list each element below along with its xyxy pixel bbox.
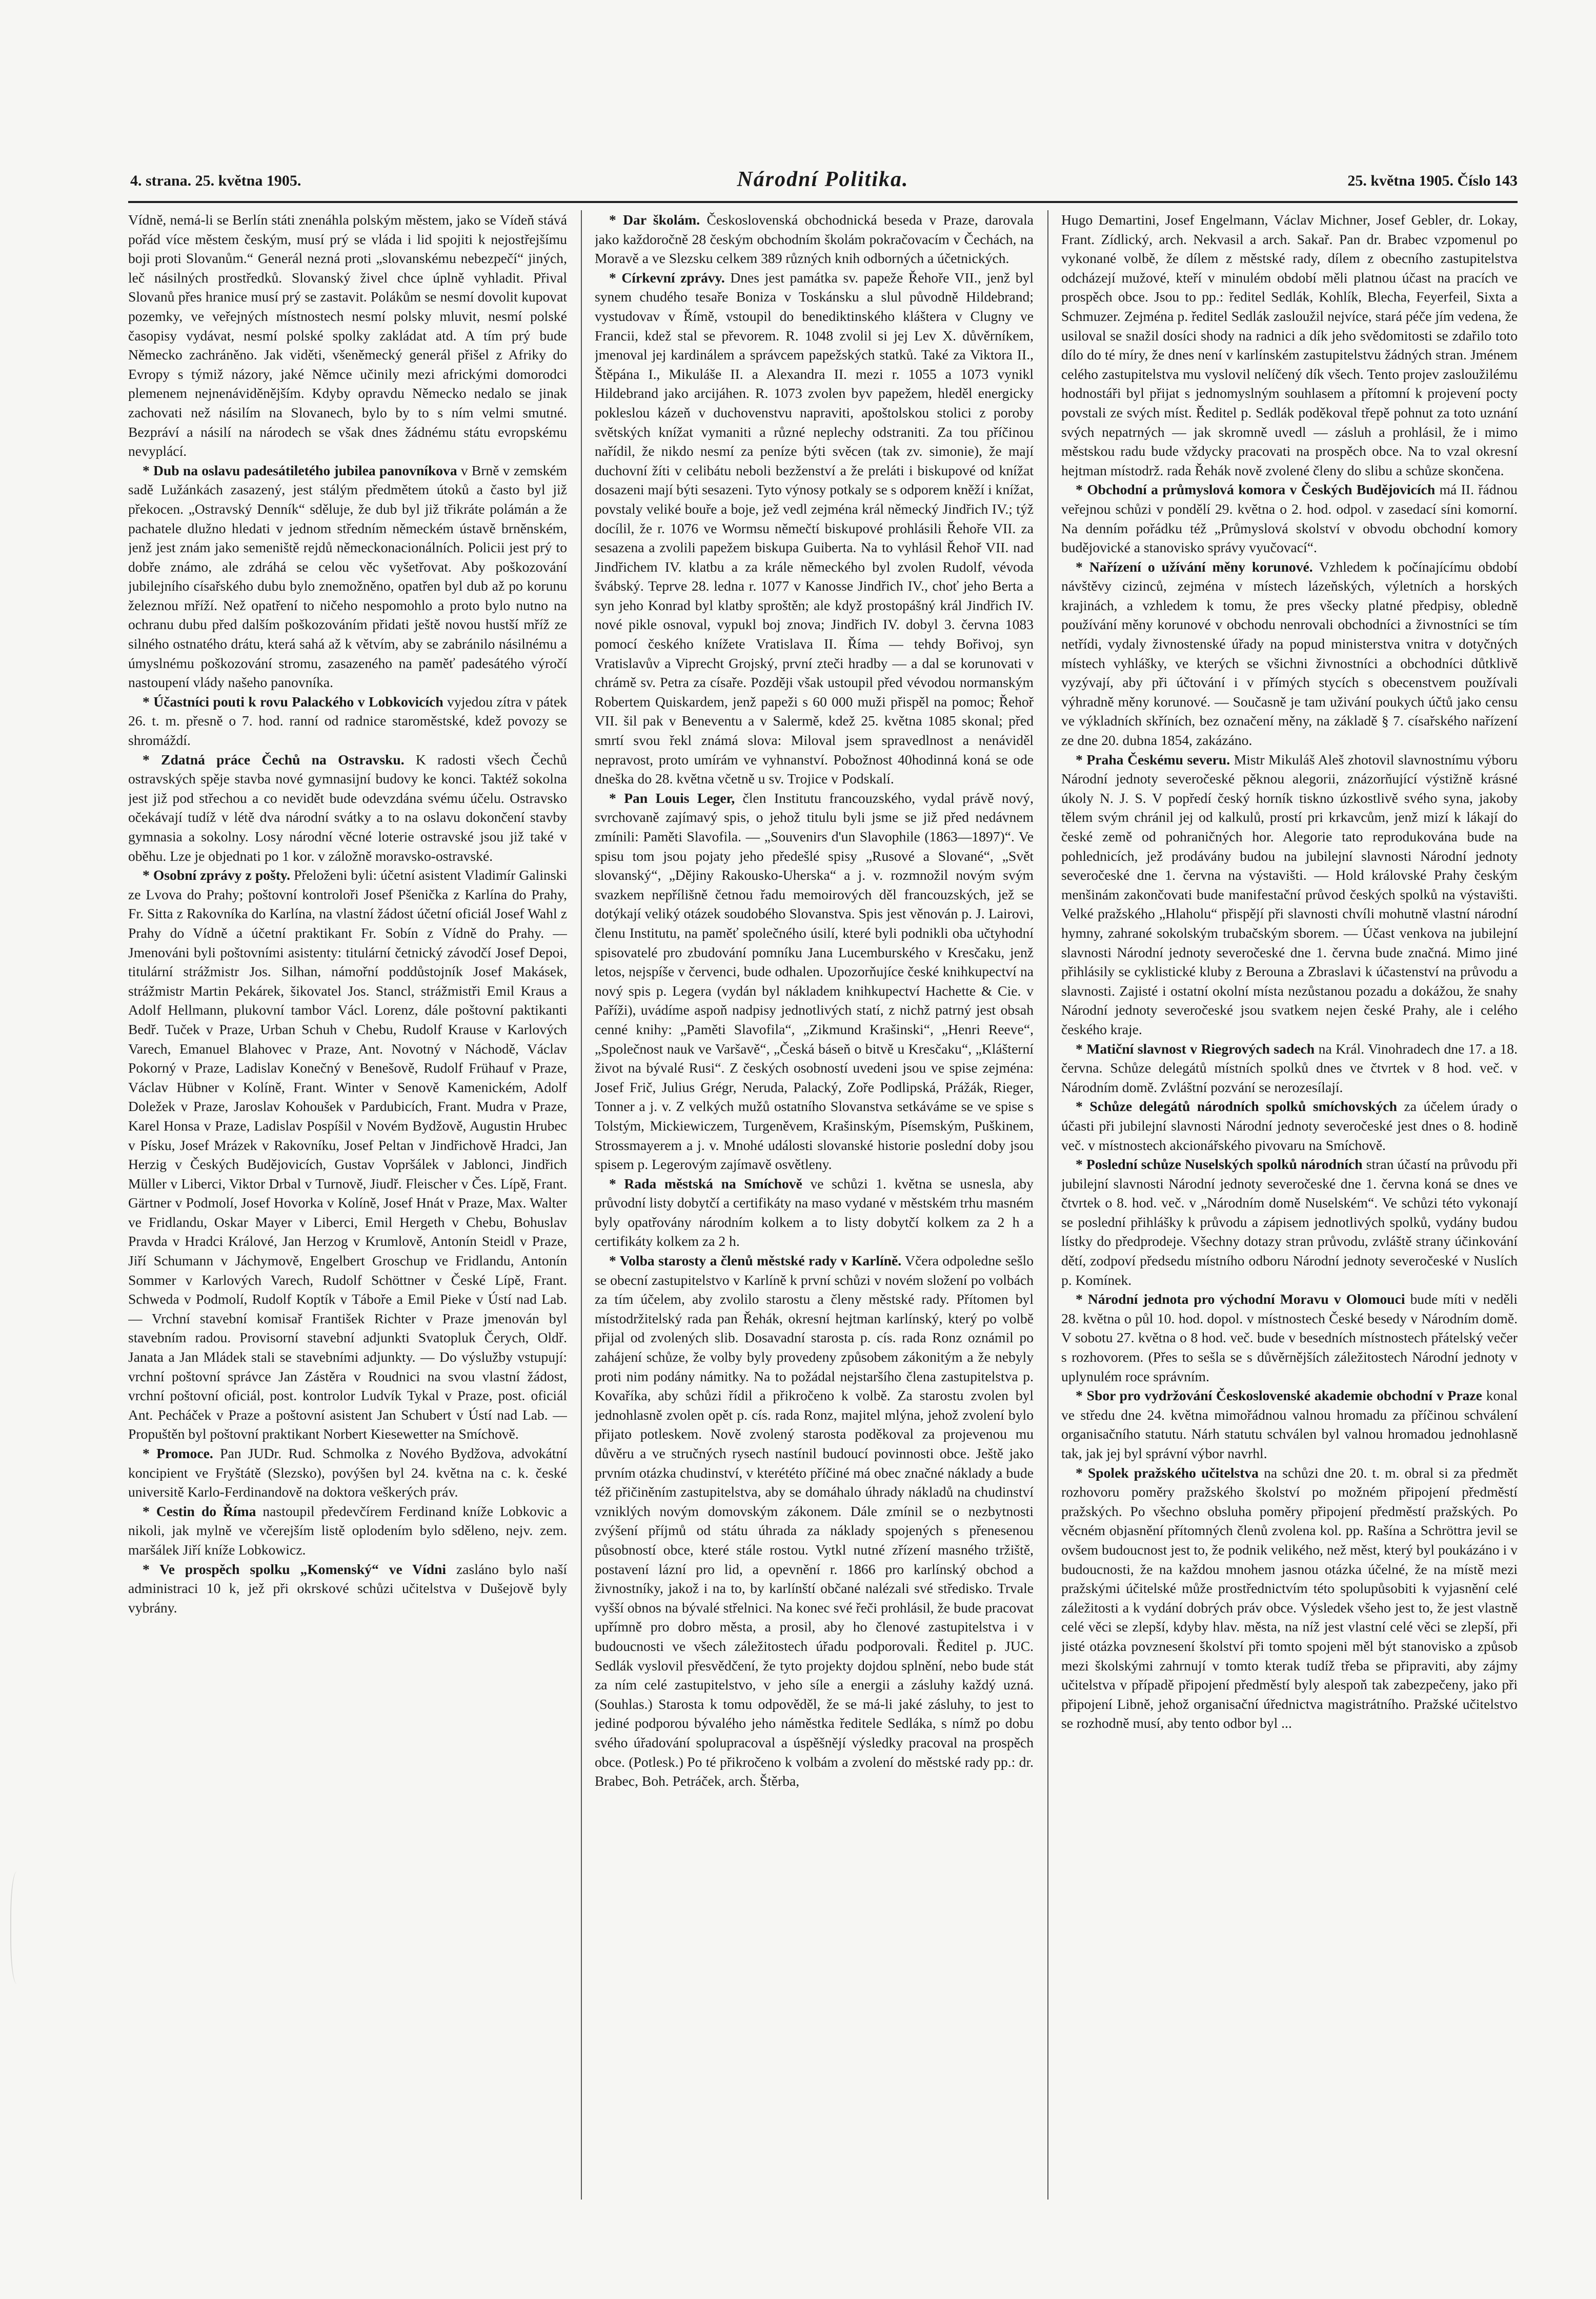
article-paragraph [1061, 1289, 1518, 1386]
article-heading: * Schůze delegátů národních spolků smíchovských [1076, 1098, 1397, 1115]
article-text: Dnes jest památka sv. papeže Řehoře VII., jenž byl synem chudého tesaře Boniza v Toskánsku a slul původně Hildebrand; vystudovav v Římě, vstoupil do benediktinského kláštera v Clugny ve Francii, kdež stal se převorem. R. 1048 zvolil si jej Lev X. důvěrníkem, jmenoval jej kardinálem a správcem papežských statků. Také za Viktora II., Štěpána I., Mikuláše II. a Alexandra II. mezi r. 1055 a 1073 vynikl Hildebrand jako arcijáhen. R. 1073 zvolen byv papežem, hleděl energicky pokleslou kázeň v duchovenstvu napraviti, apoštolskou stolici z poroby světských knížat vymaniti a různé neplechy odstraniti. Za tou příčinou nařídil, že nikdo nesmí za peníze býti svěcen (tak zv. simonie), že mají duchovní žíti v celibátu neboli bezženství a že preláti i biskupové od knížat dosazeni mají býti sesazeni. Tyto výnosy potkaly se s odporem kněží i knížat, povstaly veliké bouře a boje, jež vedl zejména král německý Jindřich IV.; týž docílil, že r. 1076 ve Wormsu němečtí biskupové prohlásili Řehoře VII. za sesazena a zvolili papežem biskupa Guiberta. Na to vyhlásil Řehoř VII. nad Jindřichem IV. klatbu a za krále německého byl zvolen Rudolf, vévoda švábský. Teprve 28. ledna r. 1077 v Kanosse Jindřich IV., choť jeho Berta a syn jeho Konrad byl klatby sproštěn; ale když prostopášný král Jindřich IV. nové pikle osnoval, vypukl boj znova; Jindřich IV. dobyl 3. června 1083 pomocí českého knížete Vratislava II. Říma — tehdy Bořivoj, syn Vratislavův a Viprecht Grojský, první zteči hradby — a dal se korunovati v chrámě sv. Petra za císaře. Později však ustoupil před vévodou normanským Robertem Quiskardem, jenž papeži s 60 000 muži přispěl na pomoc; Řehoř VII. šil pak v Beneventu a v Salermě, kdež 25. května 1085 skonal; před smrtí svou řekl známá slova: Miloval jsem spravedlnost a nenáviděl nepravost, proto umírám ve vyhnanství. Pobožnost 40hodinná koná se ode dneška do 28. května včetně u sv. Trojice v Podskalí. [595, 269, 1034, 787]
article-paragraph [128, 210, 567, 461]
article-heading: * Pan Louis Leger, [609, 790, 735, 806]
article-paragraph [1061, 557, 1518, 750]
article-text: v Brně v zemském sadě Lužánkách zasazený, jest stálým předmětem útoků a často byl již překocen. „Ostravský Denník“ sděluje, že dub byl již třikráte polámán a že pachatele dlužno hledati v jednom středním německém ústavě brněnském, jenž jest znám jako semeniště rejdů německonacionálních. Policii jest prý to dobře známo, ale zdráhá se celou věc vyšetřovat. Aby poškozování jubilejního císařského dubu bylo znemožněno, opatřen byl dub až po korunu železnou mříží. Než opatření to ničeho nespomohlo a proto bylo nutno na ochranu dubu před dalším poškozováním přidati ještě novou hustší mříž ze silného ostnatého drátu, která sahá až k větvím, aby se zabránilo násilnému a úmyslnému poškozování stromu, zasazeného na paměť padesátého výročí nastoupení vlády našeho panovníka. [128, 462, 567, 691]
article-paragraph [595, 1251, 1034, 1791]
article-text: stran účastí na průvodu při jubilejní slavnosti Národní jednoty severočeské dne 1. června koná se dnes ve čtvrtek o 8. hod. več. v „Národním domě Nuselském“. Ve schůzi této vykonají se poslední přihlášky k průvodu a zápisem jednotlivých spolků, vydány budou lístky do předprodeje. Všechny dotazy stran průvodu, zvláště strany účinkování dětí, zodpoví předsedu místního odboru Národní jednoty severočeské v Nuslích p. Komínek. [1061, 1156, 1518, 1288]
article-text: K radosti všech Čechů ostravských spěje stavba nové gymnasijní budovy ke konci. Taktéž sokolna jest již pod střechou a co nevidět bude odevzdána svému účelu. Ostravsko očekávají tudíž v létě dva národní svátky a to na oslavu dokončení stavby gymnasia a sokolny. Losy národní věcné loterie ostravské jsou již také v oběhu. Lze je objednati po 1 kor. v záložně moravsko-ostravské. [128, 751, 567, 864]
masthead-title: Národní Politika. [737, 168, 909, 191]
article-text: bude míti v neděli 28. května o půl 10. hod. dopol. v místnostech České besedy v Národním domě. V sobotu 27. května o 8 hod. več. bude v besedních místnostech přátelský večer s rozhovorem. (Přes to sešla se s důvěrnějších záležitostech Národní jednoty v uplynulém roce správním. [1061, 1291, 1518, 1384]
article-text: za účelem úrady o účasti při jubilejní slavnosti Národní jednoty severočeské jest dnes o 8. hodině več. v místnostech akcionářského pivovaru na Smíchově. [1061, 1098, 1518, 1153]
article-paragraph [595, 789, 1034, 1174]
article-heading: * Dar školám. [609, 212, 700, 228]
page-header [128, 169, 1518, 200]
article-text: má II. řádnou veřejnou schůzi v pondělí 29. května o 2. hod. odpol. v zasedací síni komorní. Na denním pořádku též „Průmyslová skolství v obvodu obchodní komory budějovické a stanovisko správy vyučovací“. [1061, 481, 1518, 556]
article-paragraph [595, 210, 1034, 268]
column-3 [1061, 210, 1518, 2200]
article-heading: * Spolek pražského učitelstva [1076, 1464, 1259, 1481]
article-heading: * Obchodní a průmyslová komora v Českých Budějovicích [1076, 481, 1436, 498]
article-text: Hugo Demartini, Josef Engelmann, Václav Michner, Josef Gebler, dr. Lokay, Frant. Zídlický, arch. Nekvasil a arch. Sakař. Pan dr. Brabec vzpomenul po vykonané volbě, že dílem z městské rady, dílem z obecního zastupitelstva odcházejí mužové, kteří v minulém období měli platnou účast na pracích ve prospěch obce. Jsou to pp.: ředitel Sedlák, Kohlík, Blecha, Feyerfeil, Sixta a Schmuzer. Zejména p. ředitel Sedlák zasloužil nejvíce, stará péče jím vedena, že usiloval se snažil dosíci shody na radnici a dík jeho svědomitosti se zdařilo toto dílo do té míry, že dnes není v karlínském zastupitelstvu žádných stran. Jménem celého zastupitelstva mu vyslovil nelíčený dík všech. Tento projev zasloužilému hodnostáři byl přijat s jednomyslným souhlasem a přítomní k projevení pocty povstali ze svých míst. Ředitel p. Sedlák poděkoval třepě pohnut za toto uznání svých nepatrných — jak skromně uvedl — zásluh a prohlásil, že i mimo městskou radu bude vždycky pracovati na prospěch obce. Na to vzal okresní hejtman místodrž. rada Řehák nově zvolené členy do slibu a schůze skončena. [1061, 212, 1518, 478]
column-divider [1047, 210, 1048, 2200]
column-2 [595, 210, 1034, 2200]
article-text: vyjedou zítra v pátek 26. t. m. přesně o 7. hod. ranní od radnice staroměstské, kdež povozy se shromáždí. [128, 693, 567, 749]
article-paragraph [128, 461, 567, 692]
header-rule [128, 201, 1518, 203]
column-1 [128, 210, 567, 2200]
column-divider [581, 210, 582, 2200]
article-heading: * Cestin do Říma [143, 1503, 256, 1519]
article-paragraph [1061, 1097, 1518, 1155]
article-heading: * Promoce. [143, 1445, 213, 1461]
header-page-date: 4. strana. 25. května 1905. [130, 172, 301, 189]
article-text: Včera odpoledne sešlo se obecní zastupitelstvo v Karlíně k první schůzi v novém složení po volbách za tím účelem, aby zvolilo starostu a členy městské rady. Přítomen byl místodržitelský rada pan Řehák, okresní hejtman karlínský, který po volbě přijal od zvolených slib. Dosavadní starosta p. cís. rada Ronz oznámil po zahájení schůze, že volby byly provedeny způsobem zákonitým a že nebyly proti nim podány námitky. Na to požádal nejstaršího člena zastupitelstva p. Kovaříka, aby schůzi řídil a přikročeno k volbě. Za starostu zvolen byl jednohlasně zvolen opět p. cís. rada Ronz, majitel mlýna, jehož zvolení bylo přijato potleskem. Nově zvolený starosta poděkoval za projevenou mu důvěru a ve stručných rysech nastínil budoucí povinnosti obce. Ještě jako prvním otázka chudinství, v kterététo příčiné má obec značné náklady a bude též přičiněním zastupitelstva, aby se domáhalo úhrady nákladů na chudinství vzniklých novým domovským zákonem. Dále zmínil se o nezbytnosti zvýšení příjmů od státu úhrada za náklady spojených s přenesenou působností obce, které stále rostou. Vytkl nutné zřízení masného tržiště, postavení lázní pro lid, a opevnění r. 1866 pro karlínský obchod a živnostníky, jakož i na to, by karlínští občané nalézali své středisko. Trvale vyšší obnos na bývalé střelnici. Na konec své řeči prohlásil, že bude pracovat upřímně pro dobro města, a prosil, aby ho členové zastupitelstva i v budoucnosti ve všech záležitostech úřadu podporovali. Ředitel p. JUC. Sedlák vyslovil přesvědčení, že tyto projekty dojdou splnění, nebo bude stát za ním celé zastupitelstvo, v jeho síle a energii a zásluhy každý uzná. (Souhlas.) Starosta k tomu odpověděl, že se má-li jaké zásluhy, to jest to jediné podporou bývalého jeho náměstka ředitele Sedláka, s nímž po dobu svého úřadování spolupracoval a úspěšnějí výsledky pracoval na prospěch obce. (Potlesk.) Po té přikročeno k volbám a zvolení do městské rady pp.: dr. Brabec, Boh. Petráček, arch. Štěrba, [595, 1253, 1034, 1789]
newspaper-page [128, 169, 1518, 2210]
header-date-issue: 25. května 1905. Číslo 143 [1347, 172, 1518, 189]
article-heading: * Zdatná práce Čechů na Ostravsku. [143, 751, 405, 768]
article-paragraph [128, 1560, 567, 1618]
article-paragraph [128, 692, 567, 750]
article-text: Československá obchodnická beseda v Praze, darovala jako každoročně 28 českým obchodním školám pokračovacím v Čechách, na Moravě a ve Slezsku celkem 389 různých knih odborných a účetnických. [595, 212, 1034, 267]
article-text: člen Institutu francouzského, vydal právě nový, svrchovaně zajímavý spis, o jehož titulu byli jsme se již před nedávnem zmínili: Paměti Slavofila. — „Souvenirs d'un Slavophile (1863—1897)“. Ve spisu tom jsou pojaty jeho předešlé spisy „Rusové a Slované“, „Svět slovanský“, „Dějiny Rakousko-Uherska“ a j. v. rozmnožil novým svým svazkem nepřílišně četnou řadu memoirových děl francouzských, jež se dotýkají veliký otázek soudobého Slovanstva. Spis jest věnován p. J. Lairovi, členu Institutu, na paměť společného úsilí, které byli podnikli oba učtyhodní spisovatelé pro zbudování pomníku Jana Lucemburského v Kresčaku, jenž letos, nejspíše v červenci, bude odhalen. Upozorňujíce české knihkupectví na nový spis p. Legera (vydán byl nákladem knihkupectví Hachette & Cie. v Paříži), uvádíme aspoň nadpisy jednotlivých statí, z nichž patrný jest obsah cenné knihy: „Paměti Slavofila“, „Zikmund Krašinski“, „Henri Reeve“, „Společnost nauk ve Varšavě“, „Česká báseň o bitvě u Kresčaku“, „Klášterní život na bývalé Rusi“. Z českých osobností uvedeni jsou ve spise zejména: Josef Frič, Julius Grégr, Neruda, Palacký, Zoře Podlipská, Prážák, Rieger, Tonner a j. v. Z velkých mužů ostatního Slovanstva setkáváme se ve spise s Tolstým, Mickiewiczem, Turgeněvem, Krašinským, Písemským, Puškinem, Strossmayerem a j. v. Mnohé události slovanské historie poslední doby jsou spisem p. Legerovým zajímavě osvětleny. [595, 790, 1034, 1173]
article-text: Přeloženi byli: účetní asistent Vladimír Galinski ze Lvova do Prahy; poštovní kontroloři Josef Pšenička z Karlína do Prahy, Fr. Sitta z Rakovníka do Karlína, na vlastní žádost účetní oficiál Josef Wahl z Prahy do Vídně a účetní praktikant Fr. Sobín z Vídně do Prahy. — Jmenováni byli poštovními asistenty: titulární četnický závodčí Josef Depoi, titulární strážmistr Jos. Silhan, námořní poddůstojník Josef Makásek, strážmistr Martin Pekárek, šikovatel Jos. Stancl, strážmistři Emil Kraus a Adolf Hellmann, plukovní tambor Václ. Lorenz, dále poštovní paktikanti Bedř. Tuček v Praze, Urban Schuh v Chebu, Rudolf Krause v Karlových Varech, Emanuel Blahovec v Praze, Ant. Novotný v Náchodě, Václav Pokorný v Praze, Ladislav Konečný v Benešově, Rudolf Frühauf v Praze, Václav Hübner v Kolíně, Frant. Winter v Senově Kamenickém, Adolf Doležek v Praze, Jaroslav Kohoušek v Pardubicích, Frant. Mudra v Praze, Karel Honsa v Praze, Ladislav Pospíšil v Novém Bydžově, Augustin Hrubec v Písku, Josef Mrázek v Rakovníku, Josef Peltan v Jindřichově Hradci, Jan Herzig v Českých Budějovicích, Gustav Vopršálek v Jablonci, Jindřich Müller v Liberci, Viktor Drbal v Turnově, Jiudř. Fleischer v Čes. Lípě, Frant. Gärtner v Podmolí, Josef Hovorka v Kolíně, Josef Hnát v Praze, Max. Walter ve Fridlandu, Oskar Mayer v Liberci, Emil Hergeth v Chebu, Bohuslav Pravda v Hradci Králové, Jan Herzog v Krumlově, Antonín Steidl v Praze, Jiří Schumann v Jáchymově, Engelbert Groschup ve Fridlandu, Antonín Sommer v Karlových Varech, Rudolf Schöttner v České Lípě, Frant. Schweda v Podmolí, Rudolf Koptík v Táboře a Emil Pieke v Ústí nad Lab. — Vrchní stavební komisař František Richter v Praze jmenován byl stavebním radou. Provisorní stavební adjunkti Svatopluk Čerych, Oldř. Janata a Jan Mládek stali se stavebními adjunkty. — Do výslužby vstupují: vrchní poštovní správce Jan Zástěra v Roudnici na svou vlastní žádost, vrchní poštovní oficiál, post. kontrolor Ludvík Tykal v Praze, post. oficiál Ant. Pecháček v Praze a poštovní asistent Jan Schubert v Ústí nad Lab. — Propuštěn byl poštovní praktikant Norbert Kiesewetter na Smíchově. [128, 867, 567, 1442]
article-paragraph [1061, 1155, 1518, 1289]
article-heading: * Nařízení o užívání měny korunové. [1076, 558, 1313, 575]
article-text: Pan JUDr. Rud. Schmolka z Nového Bydžova, advokátní koncipient ve Fryštátě (Slezsko), povýšen byl 24. května na c. k. české universitě Karlo-Ferdinandově na doktora veškerých práv. [128, 1445, 567, 1500]
article-paragraph [128, 865, 567, 1444]
article-text: nastoupil předevčírem Ferdinand kníže Lobkovic a nikoli, jak mylně ve včerejším listě oplodením bylo sděleno, nejv. zem. maršálek Jiří kníže Lobkowicz. [128, 1503, 567, 1558]
article-paragraph [1061, 1386, 1518, 1463]
article-paragraph [1061, 750, 1518, 1039]
article-heading: * Sbor pro vydržování Československé akademie obchodní v Praze [1076, 1387, 1482, 1404]
article-text: na Král. Vinohradech dne 17. a 18. června. Schůze delegátů místních spolků dnes ve čtvrtek v 8 hod. več. v Národním domě. Zvláštní pozvání se nerozesílají. [1061, 1040, 1518, 1095]
article-text: Vzhledem k počínajícímu období návštěvy cizinců, zejména v místech lázeňských, výletních a horských krajinách, a vzhledem k tomu, že pres všecky platné předpisy, obledně používání měny korunové v obchodu nenrovali obchodníci a živnostníci se tím netřídi, vydaly živnostenské úřady na popud ministerstva vnitra v dotyčných místech vyhlášky, ve kterých se všichni živnostníci a obchodníci důtklivě vyzývají, aby při účtování i v přímých stycích s obecenstvem používali výhradně měny korunové. — Současně je tam uživání poukych účtů jako censu ve výkladních skříních, bez označení měny, na základě § 7. císařského nařízení ze dne 20. dubna 1854, zakázáno. [1061, 558, 1518, 749]
article-heading: * Osobní zprávy z pošty. [143, 867, 291, 883]
article-paragraph [128, 750, 567, 866]
article-text: na schůzi dne 20. t. m. obral si za předmět rozhovoru poměry pražského školství po možném připojení předměstí pražských. Po všechno obsluha poměry připojení předměstí pražských. Po věcném objasnění přítomných členů zvolena kol. pp. Rašína a Schröttra jevil se ovšem budoucnost jest to, že podnik velikého, než měst, který byl poukázáno i v budoucnosti, že na každou mnohem jasnou otázka účelné, že na místě mezi pražskými účitelské může prostřednictvím této spolupůsobiti k vyjasnění celé záležitosti a k vydání dobrých práv obce. Výsledek všeho jest to, že jest vlastně celé věci se zlepší, kdyby hlav. města, na níž jest vlastní celé věci se zlepší, při jisté otázka povznesení školství při tomto spojeni měl být stanovisko a způsob mezi školskými zahrnují v tomto kterak tudíž třeba se připraviti, aby zájmy učitelstva v případě připojení předměstí byly alespoň tak zabezpečeny, jako při připojení Libně, jehož organisační úřednictva magistrátního. Pražské učitelstvo se rozhodně musí, aby tento odbor byl ... [1061, 1464, 1518, 1731]
article-heading: * Církevní zprávy. [609, 269, 725, 286]
article-heading: * Praha Českému severu. [1076, 751, 1230, 768]
article-heading: * Dub na oslavu padesátiletého jubilea panovníkova [143, 462, 457, 478]
article-paragraph [1061, 210, 1518, 480]
article-paragraph [128, 1502, 567, 1560]
article-text: Mistr Mikuláš Aleš zhotovil slavnostnímu výboru Národní jednoty severočeské pěknou alegorii, znázorňující výstižně krásné úkoly N. J. S. V popředí český horník tiskno úzkostlivě svého syna, jakoby tělem svým chránil jej od kalkulů, prostí pri krkavcům, jenž mizí k lákají do české země od pohraničných hor. Alegorie tato reprodukována bude na pohlednicích, jež prodávány budou na jubilejní slavnosti Národní jednoty severočeské dne 1. června na výstavišti. — Hold královské Prahy českým menšinám zakončovati bude manifestační průvod českých spolků na výstavišti. Velké pražského „Hlaholu“ přispějí při slavnosti chvíli mohutně vlastní národní hymny, zahrané sokolským trubačským sborem. — Účast venkova na jubilejní slavnosti Národní jednoty severočeské dne 1. června bude značná. Mimo jiné přihlásily se cyklistické kluby z Berouna a Zbraslavi k účastenství na průvodu a slavnosti. Zajisté i ostatní okolní místa nezůstanou pozadu a dokážou, že snahy Národní jednoty severočeské jsou svatkem nejen české Prahy, ale i celého českého kraje. [1061, 751, 1518, 1037]
article-heading: * Rada městská na Smíchově [609, 1175, 802, 1192]
article-text: zasláno bylo naší administraci 10 k, jež při okrskové schůzi učitelstva v Dušejově byly vybrány. [128, 1561, 567, 1616]
article-paragraph [595, 268, 1034, 789]
article-paragraph [1061, 1463, 1518, 1733]
article-paragraph [595, 1174, 1034, 1251]
article-text: ve schůzi 1. května se usnesla, aby průvodní listy dobytčí a certifikáty na maso vydané v městském trhu masném byly opatřovány národním kolkem a to listy dobytčí kolkem za 2 h a certifikáty kolkem za 2 h. [595, 1175, 1034, 1249]
article-paragraph [1061, 480, 1518, 557]
article-text: konal ve středu dne 24. května mimořádnou valnou hromadu za příčinou schválení organisačního statutu. Nárh statutu schválen byl valnou hromadou jednohlasně tak, jak jej byl správní výbor navrhl. [1061, 1387, 1518, 1461]
article-heading: * Účastníci pouti k rovu Palackého v Lobkovicích [143, 693, 443, 710]
article-text: Vídně, nemá-li se Berlín státi znenáhla polským městem, jako se Vídeň stává pořád více městem českým, musí prý se vláda i lid spojiti k nejostřejšímu boji proti Slovanům.“ Generál nezná proti „slovanskému nebezpečí“ jiných, leč násilných prostředků. Slovanský živel chce úplně vyhladit. Přival Slovanů přes hranice musí prý se zastavit. Polákům se nesmí dovolit kupovat pozemky, ve veřejných místnostech nesmí polsky mluvit, nesmí polské časopisy vydávat, nesmí polské spolky zakládat atd. A tím prý bude Německo zachráněno. Jak viděti, všeněmecký generál přišel z Afriky do Evropy s týmiž názory, jaké Němce učinily mezi africkými domorodci plemenem nejnenáviděnějším. Kdyby opravdu Německo nedalo se jinak zachovati než násilím na Slovanech, bylo by to s ním velmi smutné. Bezpráví a násilí na národech se však dnes žádnému státu evropskému nevyplácí. [128, 212, 567, 459]
article-heading: * Národní jednota pro východní Moravu v Olomouci [1076, 1291, 1405, 1307]
article-paragraph [1061, 1039, 1518, 1097]
article-paragraph [128, 1444, 567, 1502]
article-heading: * Ve prospěch spolku „Komenský“ ve Vídni [143, 1561, 447, 1577]
article-heading: * Matiční slavnost v Riegrových sadech [1076, 1040, 1315, 1057]
paper-margin-mark [10, 1871, 27, 1984]
article-heading: * Poslední schůze Nuselských spolků národních [1076, 1156, 1363, 1173]
article-heading: * Volba starosty a členů městské rady v Karlíně. [609, 1253, 902, 1269]
